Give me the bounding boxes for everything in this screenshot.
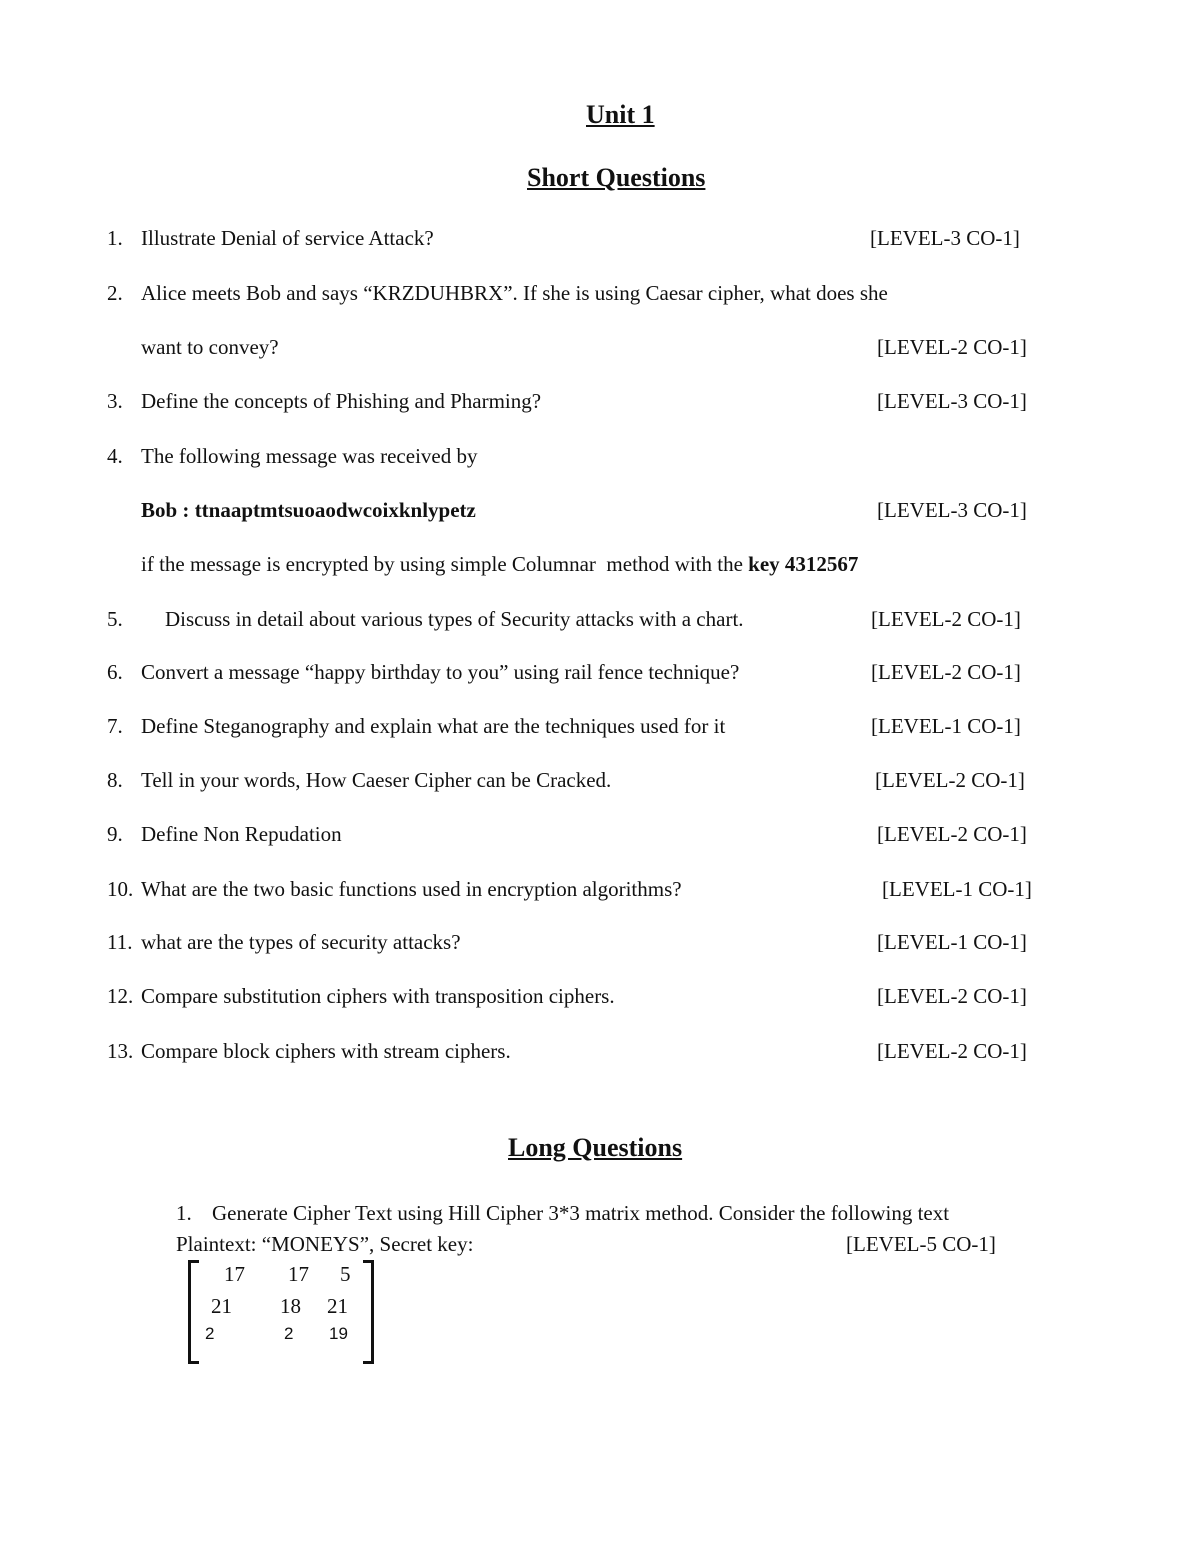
- short-question-number: 3.: [107, 389, 123, 413]
- short-question-number: 12.: [107, 984, 134, 1008]
- bob-ciphertext: ttnaaptmtsuoaodwcoixknlypetz: [194, 498, 476, 522]
- short-question-text: Tell in your words, How Caeser Cipher can be Cracked.: [141, 768, 612, 792]
- matrix-cell: 18: [280, 1294, 301, 1318]
- level-tag: [LEVEL-2 CO-1]: [877, 984, 1027, 1008]
- level-tag: [LEVEL-1 CO-1]: [882, 877, 1032, 901]
- secret-key-matrix: [188, 1260, 374, 1362]
- level-tag: [LEVEL-1 CO-1]: [871, 714, 1021, 738]
- short-question-number: 7.: [107, 714, 123, 738]
- matrix-cell: 21: [211, 1294, 232, 1318]
- columnar-line: [141, 552, 858, 577]
- short-question-text: Define the concepts of Phishing and Pharming?: [141, 389, 542, 413]
- short-question-number: 8.: [107, 768, 123, 792]
- matrix-left-bracket: [188, 1260, 199, 1364]
- matrix-cell: 19: [329, 1324, 348, 1343]
- bob-message-line: [141, 498, 476, 523]
- short-question-number: 2.: [107, 281, 123, 305]
- level-tag: [LEVEL-3 CO-1]: [877, 389, 1027, 413]
- short-question-text: Discuss in detail about various types of Security attacks with a chart.: [165, 607, 744, 631]
- short-question-text: Define Steganography and explain what are the techniques used for it: [141, 714, 726, 738]
- short-question-text-continued: want to convey?: [141, 335, 279, 359]
- matrix-cell: 2: [205, 1324, 215, 1343]
- unit-title: Unit 1: [586, 100, 655, 129]
- short-question-text: Define Non Repudation: [141, 822, 342, 846]
- matrix-cell: 17: [224, 1262, 245, 1286]
- level-tag: [LEVEL-1 CO-1]: [877, 930, 1027, 954]
- level-tag: [LEVEL-2 CO-1]: [877, 1039, 1027, 1063]
- short-question-number: 10.: [107, 877, 134, 901]
- short-question-text: what are the types of security attacks?: [141, 930, 461, 954]
- level-tag: [LEVEL-3 CO-1]: [877, 498, 1027, 522]
- short-question-text: What are the two basic functions used in encryption algorithms?: [141, 877, 682, 901]
- long-questions-heading: Long Questions: [508, 1133, 683, 1162]
- short-question-number: 11.: [107, 930, 133, 954]
- bob-prefix: Bob :: [141, 498, 195, 522]
- short-question-number: 6.: [107, 660, 123, 684]
- columnar-text: if the message is encrypted by using simple Columnar method with the: [141, 552, 749, 576]
- short-question-text: Convert a message “happy birthday to you” using rail fence technique?: [141, 660, 740, 684]
- level-tag: [LEVEL-2 CO-1]: [871, 660, 1021, 684]
- level-tag: [LEVEL-2 CO-1]: [877, 822, 1027, 846]
- matrix-right-bracket: [363, 1260, 374, 1364]
- matrix-cell: 17: [288, 1262, 309, 1286]
- level-tag: [LEVEL-2 CO-1]: [877, 335, 1027, 359]
- matrix-cell: 21: [327, 1294, 348, 1318]
- level-tag: [LEVEL-2 CO-1]: [875, 768, 1025, 792]
- short-question-number: 5.: [107, 607, 123, 631]
- long-question-text-continued: Plaintext: “MONEYS”, Secret key:: [176, 1232, 474, 1256]
- matrix-cell: 2: [284, 1324, 294, 1343]
- short-question-text: Compare substitution ciphers with transposition ciphers.: [141, 984, 615, 1008]
- matrix-cell: 5: [340, 1262, 351, 1286]
- short-question-text: Alice meets Bob and says “KRZDUHBRX”. If she is using Caesar cipher, what does she: [141, 281, 888, 305]
- level-tag: [LEVEL-3 CO-1]: [870, 226, 1020, 250]
- long-question-number: 1.: [176, 1201, 192, 1225]
- long-question-text: Generate Cipher Text using Hill Cipher 3*3 matrix method. Consider the following text: [212, 1201, 950, 1225]
- short-question-number: 9.: [107, 822, 123, 846]
- short-question-text: The following message was received by: [141, 444, 478, 468]
- short-question-number: 1.: [107, 226, 123, 250]
- short-question-number: 13.: [107, 1039, 134, 1063]
- short-question-text: Illustrate Denial of service Attack?: [141, 226, 434, 250]
- short-question-number: 4.: [107, 444, 123, 468]
- level-tag: [LEVEL-2 CO-1]: [871, 607, 1021, 631]
- level-tag: [LEVEL-5 CO-1]: [846, 1232, 996, 1256]
- short-questions-heading: Short Questions: [527, 163, 706, 192]
- short-question-text: Compare block ciphers with stream ciphers.: [141, 1039, 511, 1063]
- columnar-key: key 4312567: [748, 552, 859, 576]
